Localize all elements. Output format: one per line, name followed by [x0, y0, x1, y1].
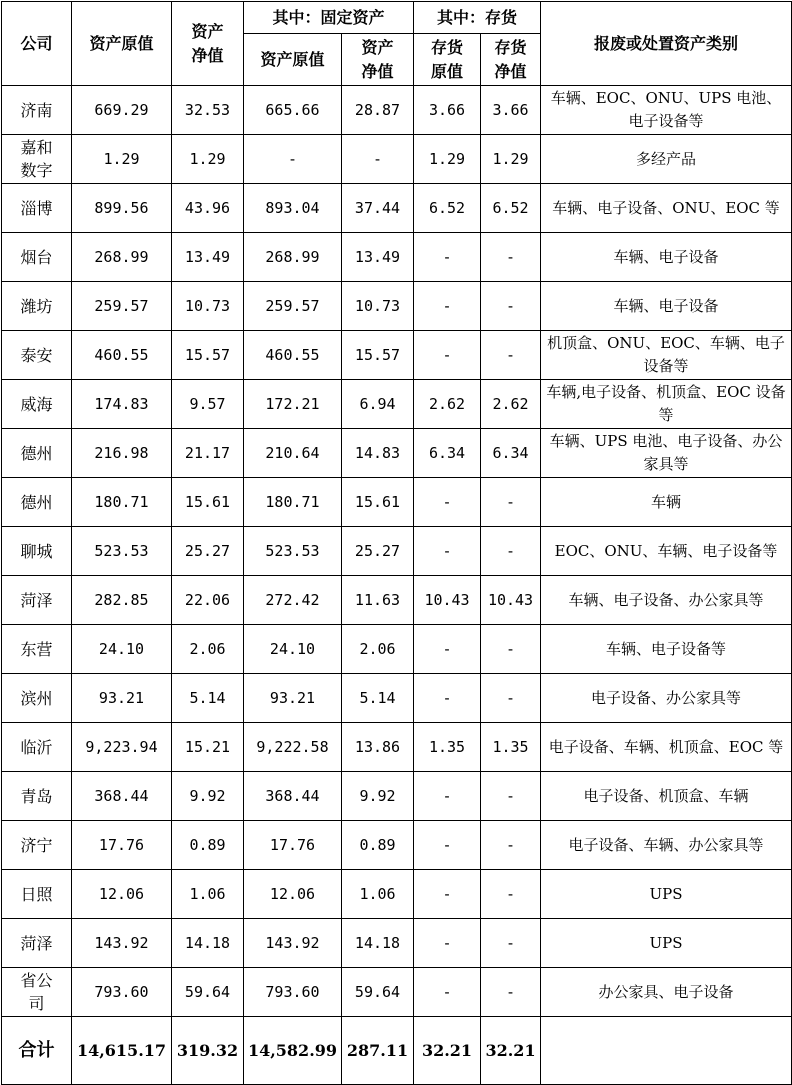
cell-inv-net: -	[481, 821, 541, 870]
total-fixed-net: 287.11	[342, 1017, 414, 1085]
cell-fixed-original: 793.60	[244, 968, 342, 1017]
cell-inv-original: -	[414, 233, 481, 282]
cell-inv-original: 10.43	[414, 576, 481, 625]
cell-fixed-original: -	[244, 135, 342, 184]
cell-company: 泰安	[2, 331, 72, 380]
table-row	[2, 478, 792, 527]
cell-asset-net: 9.57	[172, 380, 244, 429]
header-category: 报废或处置资产类别	[541, 2, 792, 86]
cell-asset-net: 1.06	[172, 870, 244, 919]
cell-asset-net: 0.89	[172, 821, 244, 870]
cell-inv-original: -	[414, 870, 481, 919]
cell-fixed-original: 172.21	[244, 380, 342, 429]
table-row	[2, 772, 792, 821]
cell-asset-net: 22.06	[172, 576, 244, 625]
cell-inv-net: 1.35	[481, 723, 541, 772]
cell-asset-original: 143.92	[72, 919, 172, 968]
cell-category: 车辆、UPS 电池、电子设备、办公家具等	[541, 429, 792, 478]
table-row	[2, 233, 792, 282]
cell-fixed-original: 9,222.58	[244, 723, 342, 772]
cell-inv-net: -	[481, 233, 541, 282]
cell-inv-net: -	[481, 674, 541, 723]
cell-inv-original: 2.62	[414, 380, 481, 429]
cell-inv-net: -	[481, 919, 541, 968]
cell-company: 德州	[2, 429, 72, 478]
table-row	[2, 870, 792, 919]
cell-asset-original: 368.44	[72, 772, 172, 821]
total-inv-net: 32.21	[481, 1017, 541, 1085]
cell-fixed-net: 1.06	[342, 870, 414, 919]
cell-asset-original: 216.98	[72, 429, 172, 478]
cell-fixed-net: 10.73	[342, 282, 414, 331]
cell-company: 滨州	[2, 674, 72, 723]
cell-inv-original: -	[414, 821, 481, 870]
cell-asset-net: 15.21	[172, 723, 244, 772]
cell-company: 潍坊	[2, 282, 72, 331]
asset-disposal-table	[1, 1, 792, 1085]
cell-category: 多经产品	[541, 135, 792, 184]
cell-fixed-net: 37.44	[342, 184, 414, 233]
cell-inv-net: -	[481, 331, 541, 380]
cell-fixed-net: 14.18	[342, 919, 414, 968]
cell-fixed-original: 93.21	[244, 674, 342, 723]
total-fixed-original: 14,582.99	[244, 1017, 342, 1085]
cell-company: 聊城	[2, 527, 72, 576]
cell-company: 菏泽	[2, 919, 72, 968]
cell-asset-net: 1.29	[172, 135, 244, 184]
table-row	[2, 625, 792, 674]
cell-fixed-net: 0.89	[342, 821, 414, 870]
cell-company: 临沂	[2, 723, 72, 772]
cell-inv-original: -	[414, 527, 481, 576]
table-row	[2, 968, 792, 1017]
cell-category: 车辆、EOC、ONU、UPS 电池、电子设备等	[541, 86, 792, 135]
table-row	[2, 282, 792, 331]
cell-asset-original: 180.71	[72, 478, 172, 527]
cell-fixed-net: 11.63	[342, 576, 414, 625]
cell-fixed-net: 6.94	[342, 380, 414, 429]
header-inventory-group: 其中：存货	[414, 2, 541, 34]
cell-asset-original: 282.85	[72, 576, 172, 625]
cell-fixed-original: 17.76	[244, 821, 342, 870]
cell-inv-original: -	[414, 674, 481, 723]
cell-inv-net: -	[481, 968, 541, 1017]
table-row	[2, 576, 792, 625]
cell-inv-original: -	[414, 625, 481, 674]
cell-fixed-original: 665.66	[244, 86, 342, 135]
total-row	[2, 1017, 792, 1085]
total-inv-original: 32.21	[414, 1017, 481, 1085]
cell-fixed-net: 13.86	[342, 723, 414, 772]
table-row	[2, 380, 792, 429]
cell-fixed-original: 12.06	[244, 870, 342, 919]
header-asset-net: 资产 净值	[172, 2, 244, 86]
cell-inv-original: -	[414, 478, 481, 527]
cell-fixed-net: 9.92	[342, 772, 414, 821]
table-row	[2, 821, 792, 870]
cell-asset-original: 793.60	[72, 968, 172, 1017]
table-row	[2, 527, 792, 576]
header-inv-net: 存货 净值	[481, 34, 541, 86]
cell-inv-net: 6.52	[481, 184, 541, 233]
cell-fixed-original: 268.99	[244, 233, 342, 282]
cell-asset-net: 43.96	[172, 184, 244, 233]
cell-asset-net: 10.73	[172, 282, 244, 331]
table-row	[2, 331, 792, 380]
cell-fixed-original: 460.55	[244, 331, 342, 380]
cell-asset-net: 5.14	[172, 674, 244, 723]
cell-asset-original: 12.06	[72, 870, 172, 919]
table-row	[2, 184, 792, 233]
cell-category: 机顶盒、ONU、EOC、车辆、电子设备等	[541, 331, 792, 380]
cell-fixed-original: 210.64	[244, 429, 342, 478]
table-row	[2, 135, 792, 184]
cell-category: 电子设备、机顶盒、车辆	[541, 772, 792, 821]
cell-fixed-net: 28.87	[342, 86, 414, 135]
cell-inv-net: 6.34	[481, 429, 541, 478]
cell-asset-net: 2.06	[172, 625, 244, 674]
cell-asset-original: 268.99	[72, 233, 172, 282]
cell-fixed-net: -	[342, 135, 414, 184]
cell-inv-original: -	[414, 772, 481, 821]
cell-inv-net: -	[481, 527, 541, 576]
cell-asset-original: 17.76	[72, 821, 172, 870]
cell-asset-original: 259.57	[72, 282, 172, 331]
cell-category: 车辆,电子设备、机顶盒、EOC 设备等	[541, 380, 792, 429]
cell-fixed-net: 13.49	[342, 233, 414, 282]
cell-inv-original: 1.29	[414, 135, 481, 184]
cell-inv-net: 10.43	[481, 576, 541, 625]
cell-company: 济南	[2, 86, 72, 135]
cell-asset-net: 15.57	[172, 331, 244, 380]
header-fixed-original: 资产原值	[244, 34, 342, 86]
cell-asset-net: 13.49	[172, 233, 244, 282]
cell-category: EOC、ONU、车辆、电子设备等	[541, 527, 792, 576]
cell-company: 省公 司	[2, 968, 72, 1017]
cell-fixed-original: 368.44	[244, 772, 342, 821]
cell-inv-net: -	[481, 870, 541, 919]
cell-inv-original: -	[414, 919, 481, 968]
cell-asset-net: 32.53	[172, 86, 244, 135]
cell-category: 电子设备、车辆、办公家具等	[541, 821, 792, 870]
cell-category: 办公家具、电子设备	[541, 968, 792, 1017]
total-asset-original: 14,615.17	[72, 1017, 172, 1085]
table-row	[2, 723, 792, 772]
cell-asset-net: 14.18	[172, 919, 244, 968]
cell-fixed-net: 2.06	[342, 625, 414, 674]
header-fixed-net: 资产 净值	[342, 34, 414, 86]
cell-inv-net: 2.62	[481, 380, 541, 429]
cell-inv-net: -	[481, 478, 541, 527]
cell-asset-original: 899.56	[72, 184, 172, 233]
header-inv-original: 存货 原值	[414, 34, 481, 86]
cell-inv-original: 6.34	[414, 429, 481, 478]
cell-fixed-net: 25.27	[342, 527, 414, 576]
cell-company: 菏泽	[2, 576, 72, 625]
cell-fixed-original: 893.04	[244, 184, 342, 233]
cell-category: 车辆	[541, 478, 792, 527]
cell-fixed-original: 180.71	[244, 478, 342, 527]
cell-company: 日照	[2, 870, 72, 919]
cell-asset-original: 523.53	[72, 527, 172, 576]
cell-inv-net: -	[481, 625, 541, 674]
header-asset-original: 资产原值	[72, 2, 172, 86]
cell-company: 威海	[2, 380, 72, 429]
cell-asset-original: 174.83	[72, 380, 172, 429]
cell-fixed-original: 272.42	[244, 576, 342, 625]
total-category	[541, 1017, 792, 1085]
cell-inv-original: -	[414, 331, 481, 380]
cell-category: 车辆、电子设备	[541, 282, 792, 331]
cell-asset-original: 460.55	[72, 331, 172, 380]
cell-category: 车辆、电子设备、ONU、EOC 等	[541, 184, 792, 233]
cell-fixed-net: 14.83	[342, 429, 414, 478]
cell-asset-net: 59.64	[172, 968, 244, 1017]
header-fixed-assets-group: 其中：固定资产	[244, 2, 414, 34]
cell-category: 车辆、电子设备	[541, 233, 792, 282]
cell-category: 车辆、电子设备等	[541, 625, 792, 674]
cell-asset-original: 669.29	[72, 86, 172, 135]
cell-fixed-original: 523.53	[244, 527, 342, 576]
cell-inv-original: 6.52	[414, 184, 481, 233]
cell-company: 嘉和 数字	[2, 135, 72, 184]
cell-category: UPS	[541, 870, 792, 919]
cell-asset-original: 93.21	[72, 674, 172, 723]
cell-inv-original: -	[414, 968, 481, 1017]
cell-inv-original: 3.66	[414, 86, 481, 135]
cell-fixed-original: 24.10	[244, 625, 342, 674]
cell-inv-original: -	[414, 282, 481, 331]
cell-fixed-net: 15.57	[342, 331, 414, 380]
cell-category: UPS	[541, 919, 792, 968]
cell-inv-original: 1.35	[414, 723, 481, 772]
cell-company: 济宁	[2, 821, 72, 870]
header-company: 公司	[2, 2, 72, 86]
cell-company: 东营	[2, 625, 72, 674]
cell-category: 电子设备、办公家具等	[541, 674, 792, 723]
cell-asset-net: 9.92	[172, 772, 244, 821]
table-row	[2, 429, 792, 478]
cell-inv-net: 1.29	[481, 135, 541, 184]
cell-fixed-net: 5.14	[342, 674, 414, 723]
table-body	[2, 86, 792, 1085]
total-asset-net: 319.32	[172, 1017, 244, 1085]
cell-fixed-original: 143.92	[244, 919, 342, 968]
cell-asset-net: 25.27	[172, 527, 244, 576]
cell-asset-net: 15.61	[172, 478, 244, 527]
total-company: 合计	[2, 1017, 72, 1085]
table-row	[2, 674, 792, 723]
table-row	[2, 919, 792, 968]
cell-asset-original: 9,223.94	[72, 723, 172, 772]
cell-fixed-net: 59.64	[342, 968, 414, 1017]
cell-company: 淄博	[2, 184, 72, 233]
cell-inv-net: 3.66	[481, 86, 541, 135]
cell-fixed-original: 259.57	[244, 282, 342, 331]
cell-category: 电子设备、车辆、机顶盒、EOC 等	[541, 723, 792, 772]
cell-asset-original: 1.29	[72, 135, 172, 184]
cell-company: 青岛	[2, 772, 72, 821]
cell-asset-original: 24.10	[72, 625, 172, 674]
cell-company: 烟台	[2, 233, 72, 282]
cell-company: 德州	[2, 478, 72, 527]
table-row	[2, 86, 792, 135]
cell-inv-net: -	[481, 772, 541, 821]
cell-inv-net: -	[481, 282, 541, 331]
cell-category: 车辆、电子设备、办公家具等	[541, 576, 792, 625]
cell-fixed-net: 15.61	[342, 478, 414, 527]
cell-asset-net: 21.17	[172, 429, 244, 478]
